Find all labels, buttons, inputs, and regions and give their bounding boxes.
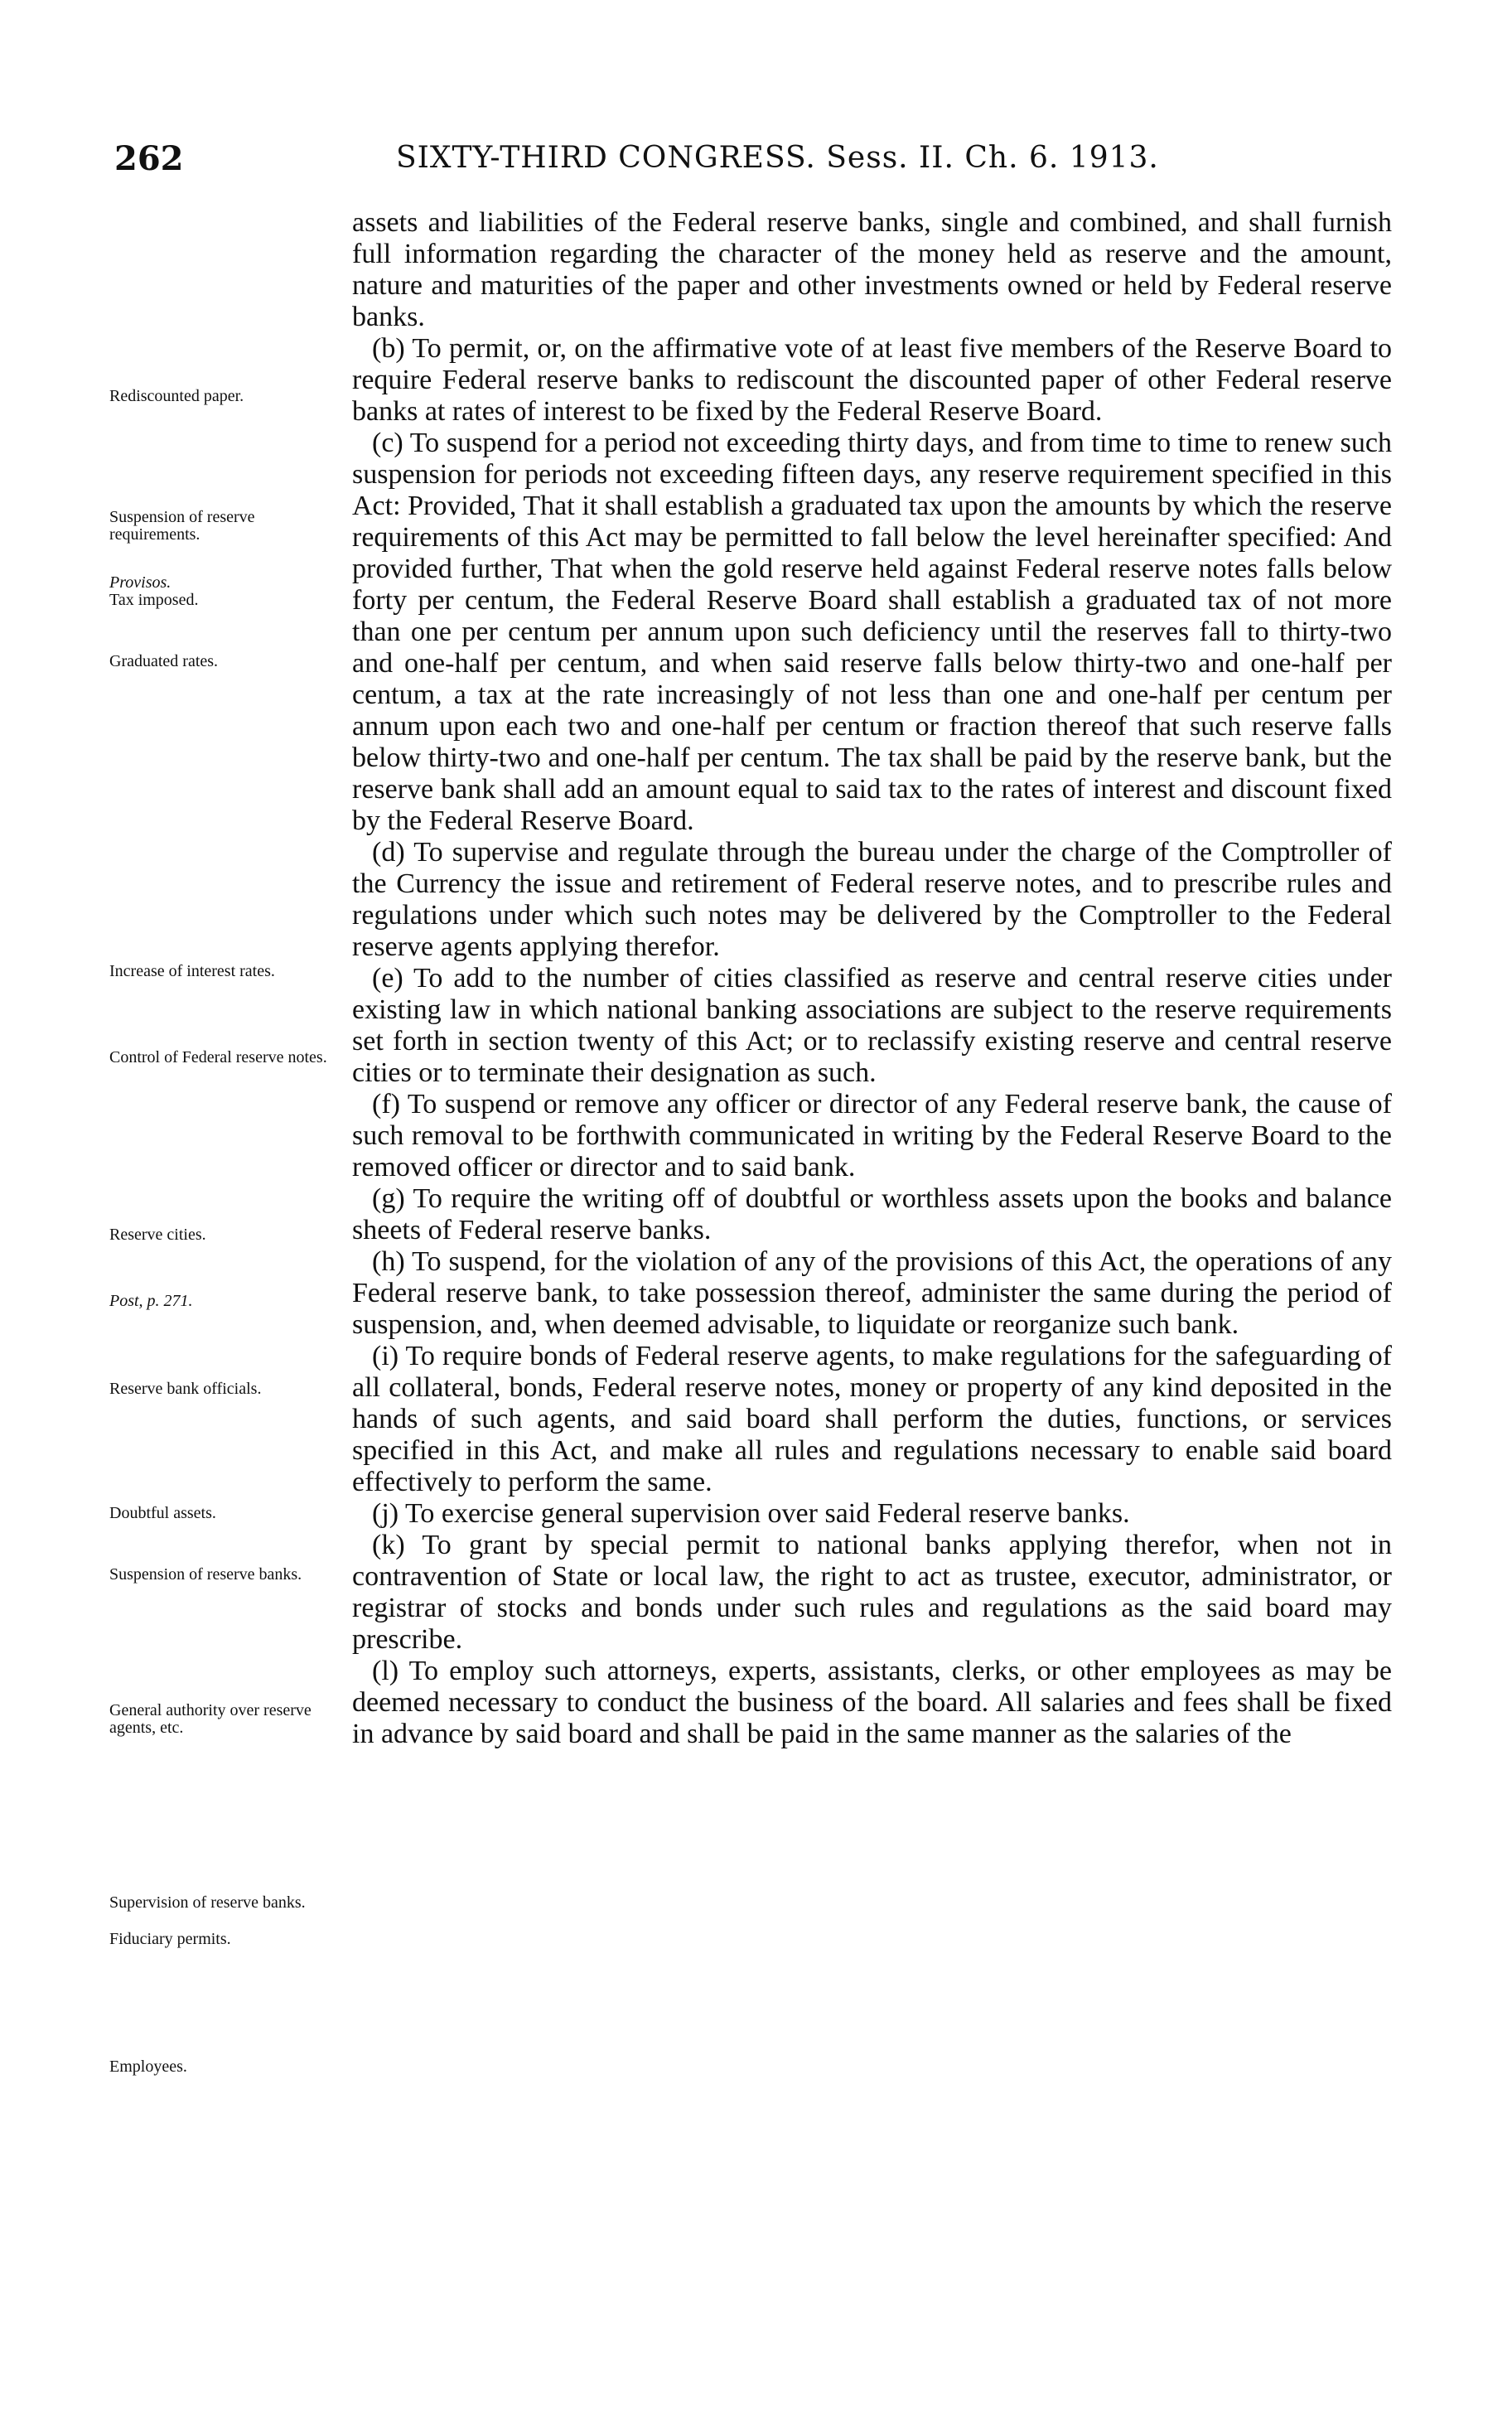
margin-note-reserve-officials: Reserve bank officials.: [109, 1380, 262, 1398]
margin-note-control-notes: Control of Federal reserve notes.: [109, 1048, 327, 1066]
running-head: SIXTY-THIRD CONGRESS. Sess. II. Ch. 6. 1913.: [396, 141, 1159, 175]
margin-note-suspension-banks: Suspension of reserve banks.: [109, 1565, 302, 1584]
paragraph-f: (f) To suspend or remove any officer or director of any Federal reserve bank, the cause of such removal to be forthwith communicated in writing by the Federal Reserve Board to the removed officer or director and to said bank.: [352, 1089, 1392, 1182]
margin-note-employees: Employees.: [109, 2058, 187, 2076]
paragraph-h: (h) To suspend, for the violation of any of the provisions of this Act, the operations of any Federal reserve bank, to take possession thereof, administer the same during the period of suspension, and, when deemed advisable, to liquidate or reorganize such bank.: [352, 1246, 1392, 1340]
page-header: [114, 139, 1390, 181]
paragraph-e: (e) To add to the number of cities classified as reserve and central reserve cities under existing law in which national banking associations are subject to the reserve requirements set forth in section twenty of this Act; or to reclassify existing reserve and central reserve cities or to terminate their designation as such.: [352, 963, 1392, 1088]
margin-note-doubtful-assets: Doubtful assets.: [109, 1504, 216, 1522]
margin-note-fiduciary: Fiduciary permits.: [109, 1930, 231, 1948]
paragraph-a-continued: assets and liabilities of the Federal reserve banks, single and combined, and shall furnish full information regarding the character of the money held as reserve and the amount, nature and maturities of the paper and other investments owned or held by Federal reserve banks.: [352, 207, 1392, 332]
margin-note-supervision: Supervision of reserve banks.: [109, 1893, 306, 1912]
paragraph-j: (j) To exercise general supervision over said Federal reserve banks.: [372, 1498, 1130, 1529]
margin-note-general-authority: General authority over reserve agents, etc.: [109, 1701, 312, 1737]
margin-note-tax-imposed: Tax imposed.: [109, 591, 199, 609]
margin-note-graduated-rates: Graduated rates.: [109, 652, 219, 670]
paragraph-l: (l) To employ such attorneys, experts, assistants, clerks, or other employees as may be deemed necessary to conduct the business of the board. All salaries and fees shall be fixed in advance by said board and shall be paid in the same manner as the salaries of the: [352, 1656, 1392, 1749]
paragraph-i: (i) To require bonds of Federal reserve agents, to make regulations for the safeguarding of all collateral, bonds, Federal reserve notes, money or property of any kind deposited in the hands of such agents, and said board shall perform the duties, functions, or services specified in this Act, and make all rules and regulations necessary to enable said board effectively to perform the same.: [352, 1341, 1392, 1497]
body-text: [352, 207, 1392, 1750]
margin-note-reserve-cities: Reserve cities.: [109, 1226, 206, 1244]
margin-note-post-ref: Post, p. 271.: [109, 1292, 193, 1310]
paragraph-g: (g) To require the writing off of doubtful or worthless assets upon the books and balance sheets of Federal reserve banks.: [352, 1183, 1392, 1245]
paragraph-b: (b) To permit, or, on the affirmative vote of at least five members of the Reserve Board to require Federal reserve banks to rediscount the discounted paper of other Federal reserve banks at rates of interest to be fixed by the Federal Reserve Board.: [352, 333, 1392, 427]
paragraph-d: (d) To supervise and regulate through the bureau under the charge of the Comptroller of the Currency the issue and retirement of Federal reserve notes, and to prescribe rules and regulations under which such notes may be delivered by the Comptroller to the Federal reserve agents applying therefor.: [352, 837, 1392, 962]
margin-note-suspension-reserve: Suspension of reserve requirements.: [109, 508, 255, 544]
margin-note-increase-interest: Increase of interest rates.: [109, 962, 275, 980]
paragraph-c: (c) To suspend for a period not exceeding thirty days, and from time to time to renew such suspension for periods not exceeding fifteen days, any reserve requirement specified in this Act: Provided, That it shall establish a graduated tax upon the amounts by which the reserve requirements of this Act may be permitted to fall below the level hereinafter specified: And provided further, That when the gold reserve held against Federal reserve notes falls below forty per centum, the Federal Reserve Board shall establish a graduated tax of not more than one per centum per annum upon such deficiency until the reserves fall to thirty-two and one-half per centum, and when said reserve falls below thirty-two and one-half per centum, a tax at the rate increasingly of not less than one and one-half per centum per annum upon each two and one-half per centum or fraction thereof that such reserve falls below thirty-two and one-half per centum. The tax shall be paid by the reserve bank, but the reserve bank shall add an amount equal to said tax to the rates of interest and discount fixed by the Federal Reserve Board.: [352, 428, 1392, 836]
paragraph-k: (k) To grant by special permit to national banks applying therefor, when not in contravention of State or local law, the right to act as trustee, executor, administrator, or registrar of stocks and bonds under such rules and regulations as the said board may prescribe.: [352, 1530, 1392, 1655]
margin-note-rediscounted-paper: Rediscounted paper.: [109, 387, 244, 405]
margin-note-provisos: Provisos.: [109, 573, 171, 592]
page-number: 262: [114, 139, 184, 178]
